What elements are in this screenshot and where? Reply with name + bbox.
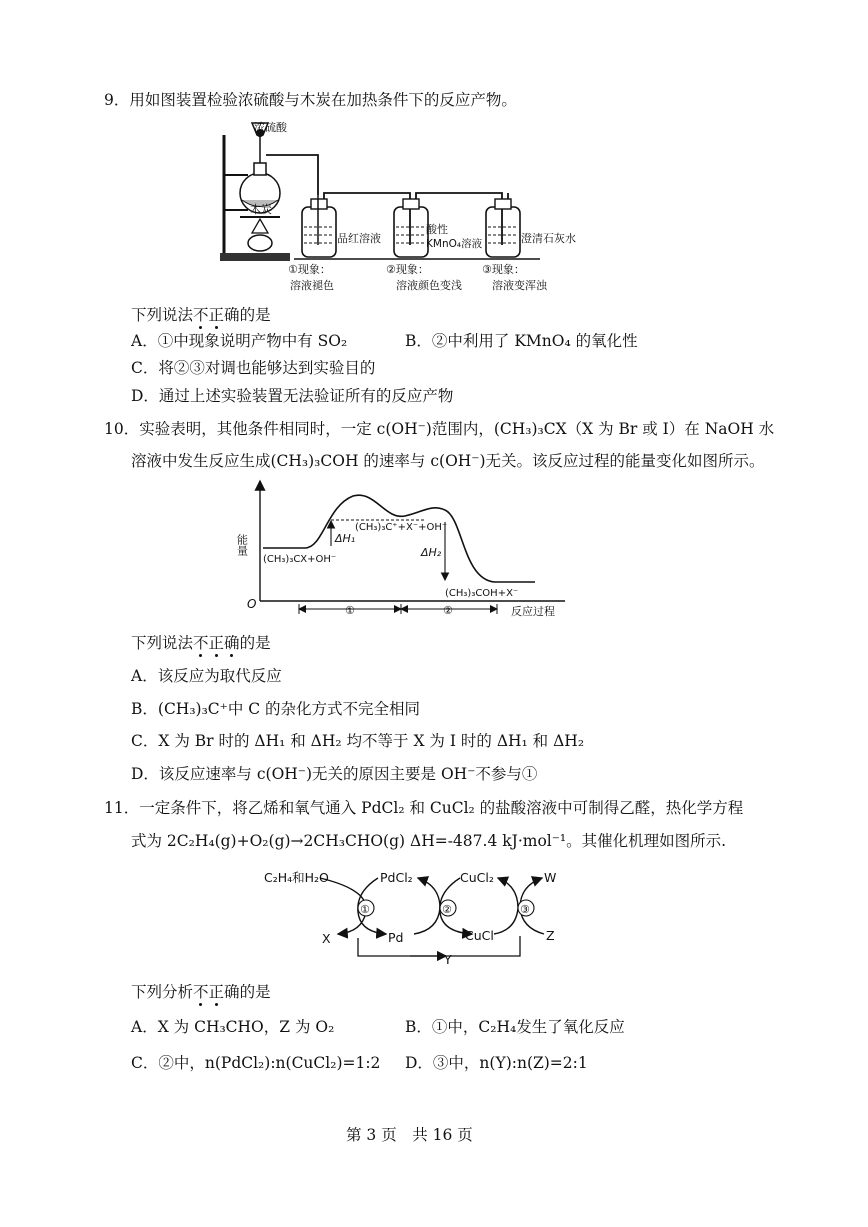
dh1-label: ΔH₁ xyxy=(335,532,356,545)
intermediate-label: (CH₃)₃C⁺+X⁻+OH⁻ xyxy=(355,522,448,533)
obs1-text: 溶液褪色 xyxy=(290,279,334,292)
q10-prompt: 下列说法不正确的是 xyxy=(131,634,271,652)
x-axis-label: 反应过程 xyxy=(511,605,555,618)
q9-prompt: 下列说法不正确的是 xyxy=(131,306,271,324)
q10-energy-diagram xyxy=(235,476,575,621)
bottle2-label-2: KMnO₄溶液 xyxy=(426,238,483,250)
obs3-text: 溶液变浑浊 xyxy=(492,279,547,292)
q11-option-b[interactable]: B．①中，C₂H₄发生了氧化反应 xyxy=(405,1018,625,1036)
w-label: W xyxy=(544,870,557,885)
origin-label: O xyxy=(247,597,257,611)
y-label: Y xyxy=(444,952,452,967)
page-footer: 第 3 页 共 16 页 xyxy=(346,1126,473,1144)
bottle1-label: 品红溶液 xyxy=(337,232,381,245)
obs1-title: ①现象： xyxy=(288,263,331,276)
q10-stem-line2: 溶液中发生反应生成(CH₃)₃COH 的速率与 c(OH⁻)无关。该反应过程的能量变化如图所示。 xyxy=(131,452,765,470)
bottle2-label-1: 酸性 xyxy=(426,223,448,236)
step2-label: ② xyxy=(443,604,453,617)
z-label: Z xyxy=(546,928,555,943)
circle3-label: ③ xyxy=(520,903,530,916)
obs3-title: ③现象： xyxy=(482,263,525,276)
q11-option-d[interactable]: D．③中，n(Y):n(Z)=2:1 xyxy=(405,1054,588,1072)
obs2-text: 溶液颜色变浅 xyxy=(396,279,462,292)
obs2-title: ②现象： xyxy=(386,263,429,276)
q11-option-a[interactable]: A．X 为 CH₃CHO，Z 为 O₂ xyxy=(131,1018,335,1036)
pd-label: Pd xyxy=(388,930,404,945)
y-axis-label: 能量 xyxy=(235,534,249,556)
q11-prompt: 下列分析不正确的是 xyxy=(131,983,271,1001)
q10-option-b[interactable]: B．(CH₃)₃C⁺中 C 的杂化方式不完全相同 xyxy=(131,700,421,718)
q11-stem-line1: 11．一定条件下，将乙烯和氧气通入 PdCl₂ 和 CuCl₂ 的盐酸溶液中可制得乙醛，热化学方程 xyxy=(104,799,744,817)
q9-option-d[interactable]: D．通过上述实验装置无法验证所有的反应产物 xyxy=(131,387,454,405)
q9-apparatus-diagram xyxy=(210,115,576,300)
q10-option-d[interactable]: D．该反应速率与 c(OH⁻)无关的原因主要是 OH⁻不参与① xyxy=(131,765,538,783)
cucl-label: CuCl xyxy=(465,928,494,943)
products-label: (CH₃)₃COH+X⁻ xyxy=(445,588,519,599)
reactants-label: (CH₃)₃CX+OH⁻ xyxy=(263,554,337,565)
q10-option-a[interactable]: A．该反应为取代反应 xyxy=(131,667,282,685)
q11-mechanism-diagram xyxy=(260,860,580,970)
q9-option-b[interactable]: B．②中利用了 KMnO₄ 的氧化性 xyxy=(405,332,638,350)
q11-option-c[interactable]: C．②中，n(PdCl₂):n(CuCl₂)=1:2 xyxy=(131,1054,381,1072)
circle1-label: ① xyxy=(360,903,370,916)
circle2-label: ② xyxy=(442,903,452,916)
q9-option-a[interactable]: A．①中现象说明产物中有 SO₂ xyxy=(131,332,348,350)
pdcl2-label: PdCl₂ xyxy=(380,870,413,885)
input1-label: C₂H₄和H₂O xyxy=(264,870,329,885)
q10-stem-line1: 10．实验表明，其他条件相同时，一定 c(OH⁻)范围内，(CH₃)₃CX（X 为 Br 或 I）在 NaOH 水 xyxy=(104,420,775,438)
step1-label: ① xyxy=(345,604,355,617)
carbon-label: 木炭 xyxy=(250,203,272,216)
cucl2-label: CuCl₂ xyxy=(460,870,494,885)
bottle3-label: 澄清石灰水 xyxy=(521,232,576,245)
x-label: X xyxy=(322,931,331,946)
q9-stem: 9．用如图装置检验浓硫酸与木炭在加热条件下的反应产物。 xyxy=(104,91,517,109)
q10-option-c[interactable]: C．X 为 Br 时的 ΔH₁ 和 ΔH₂ 均不等于 X 为 I 时的 ΔH₁ 和 ΔH₂ xyxy=(131,732,585,750)
dh2-label: ΔH₂ xyxy=(421,546,442,559)
acid-label: 浓硫酸 xyxy=(254,121,287,134)
q9-option-c[interactable]: C．将②③对调也能够达到实验目的 xyxy=(131,359,376,377)
q11-stem-line2: 式为 2C₂H₄(g)+O₂(g)→2CH₃CHO(g) ΔH=-487.4 kJ·mol⁻¹。其催化机理如图所示. xyxy=(131,832,727,850)
